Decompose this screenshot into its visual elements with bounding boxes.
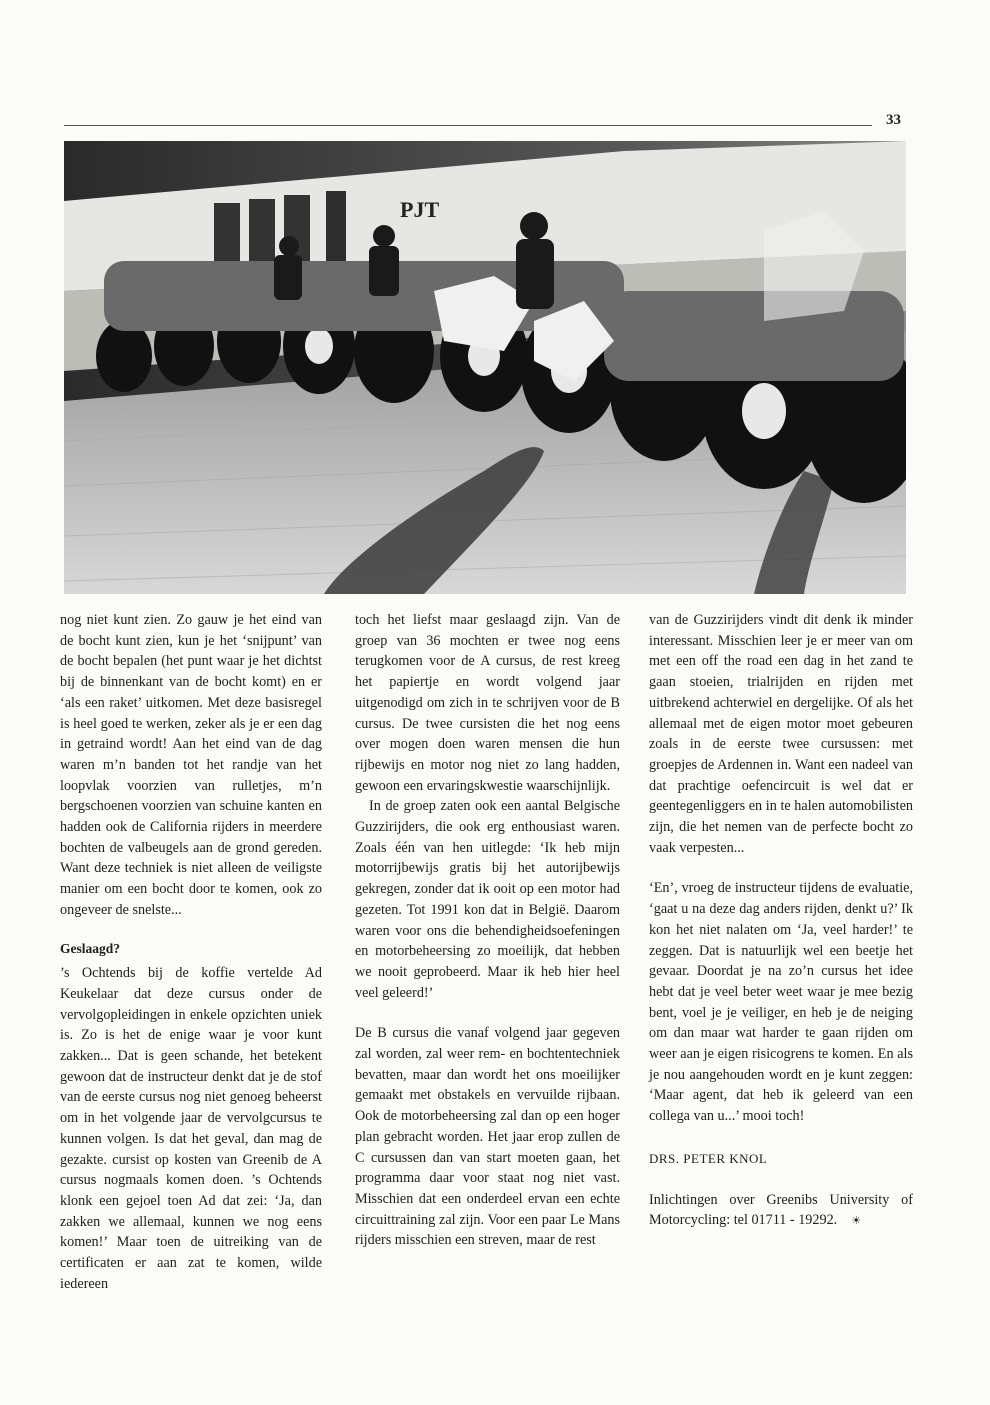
column-3 <box>649 610 913 1231</box>
paragraph <box>649 1190 913 1232</box>
paragraph: toch het liefst maar geslaagd zijn. Van de groep van 36 mochten er twee nog eens terugkomen voor de A cursus, de rest kreeg het papiertje en wordt volgend jaar uitgenodigd om zich in te schrijven voor de B cursus. De twee cursisten die het nog eens over mogen doen waren mensen die hun rijbewijs en motor nog niet zo lang hadden, gewoon een ervaringskwestie waarschijnlijk. <box>355 612 620 794</box>
paragraph: De B cursus die vanaf volgend jaar gegeven zal worden, zal weer rem- en bochtentechniek bevatten, maar dan wordt het ons moeilijker gemaakt met obstakels en vervuilde rijbaan. Ook de motorbeheersing zal dan op een hoger plan gebracht worden. Het jaar erop zullen de C cursussen dan van start moeten gaan, het programma daar voor staat nog niet vast. Misschien dat een onderdeel ervan een echte circuittraining zal zijn. Voor een paar Le Mans rijders misschien een streven, maar de rest <box>355 1025 620 1249</box>
author-byline: DRS. PETER KNOL <box>649 1150 768 1166</box>
motorcycles-photo <box>64 141 906 594</box>
page-number: 33 <box>886 112 901 128</box>
column-1 <box>60 610 322 1295</box>
column-2 <box>355 610 620 1251</box>
paragraph: In de groep zaten ook een aantal Belgische Guzzirijders, die ook erg enthousiast waren. Zoals één van hen uitlegde: ‘Ik heb mijn motorrijbewijs gratis bij het autorijbewijs gekregen, zonder dat ik ooit op een motor had gezeten. Tot 1991 kon dat in België. Daarom waren voor ons die behendigheidsoefeningen en motorbeheersing zo moeilijk, dat hebben we nooit geprobeerd. Maar ik heb hier heel veel geleerd!’ <box>355 798 620 1001</box>
header-rule <box>64 125 872 126</box>
motorcycles-photo-icon <box>64 141 906 594</box>
paragraph: nog niet kunt zien. Zo gauw je het eind van de bocht kunt zien, kun je het ‘snijpunt’ van de bocht bepalen (het punt waar je het dichtst bij de binnenkant van de bocht komt) en er ‘als een raket’ uitkomen. Met deze basisregel is heel goed te werken, zeker als je er een dag in getraind wordt! Aan het eind van de dag waren m’n banden tot het randje van het loopvlak voorzien van rulletjes, m’n bergschoenen voorzien van schuine kanten en hadden ook de California rijders in meerdere bochten de valbeugels aan de grond gereden. Want deze techniek is niet alleen de veiligste manier om een bocht door te komen, ook zo ongeveer de snelste... <box>60 612 322 918</box>
info-text: Inlichtingen over Greenibs University of Motorcycling: tel 01711 - 19292. <box>649 1191 913 1229</box>
paragraph: van de Guzzirijders vindt dit denk ik minder interessant. Misschien leer je er meer van om met een off the road een dag in het zand te gaan stoeien, trialrijden en rijden met uitbrekend achterwiel en dergelijke. Of als het allemaal met de eigen motor moet gebeuren zoals in de eerste twee cursussen: met groepjes de Ardennen in. Want een nadeel van dat prachtige oefencircuit is wel dat er geentegenliggers en in te halen automobilisten zijn, die het nemen van de perfecte bocht zo vaak verpesten... <box>649 612 913 856</box>
sign-text: PJT <box>400 197 440 222</box>
paragraph: ’s Ochtends bij de koffie vertelde Ad Keukelaar dat deze cursus onder de vervolgopleidingen in enkele opzichten uniek is. Zo is het de enige waar je voor kunt zakken... Dat is geen schande, het betekent gewoon dat de instructeur denkt dat je de stof van de eerste cursus nog niet genoeg beheerst om in het volgende jaar de vervolgcursus te kunnen volgen. Is dat het geval, dan mag de gezakte. cursist op kosten van Greenib de A cursus nogmaals komen doen. ’s Ochtends klonk een gejoel toen Ad dat zei: ‘Ja, dan zakken we allemaal, kunnen we nog eens komen!’ Maar toen de uitreiking van de certificaten er aan zat te komen, wilde iedereen <box>60 965 322 1292</box>
end-mark-icon: ☀ <box>851 1214 862 1227</box>
paragraph: ‘En’, vroeg de instructeur tijdens de evaluatie, ‘gaat u na deze dag anders rijden, denkt u?’ Ik kon het niet nalaten om ‘Ja, veel harder!’ te zeggen. Dat is natuurlijk wel een beetje het gevaar. Doordat je na zo’n cursus het idee hebt dat je veel beter weet waar je mee bezig bent, voel je je veiliger, en heb je de neiging om dan maar wat harder te gaan rijden om weer aan je eigen risicogrens te komen. En als je nou aangehouden wordt en je kunt zeggen: ‘Maar agent, dat heb ik geleerd van een collega van u...’ mooi toch! <box>649 880 913 1125</box>
section-heading: Geslaagd? <box>60 940 121 956</box>
